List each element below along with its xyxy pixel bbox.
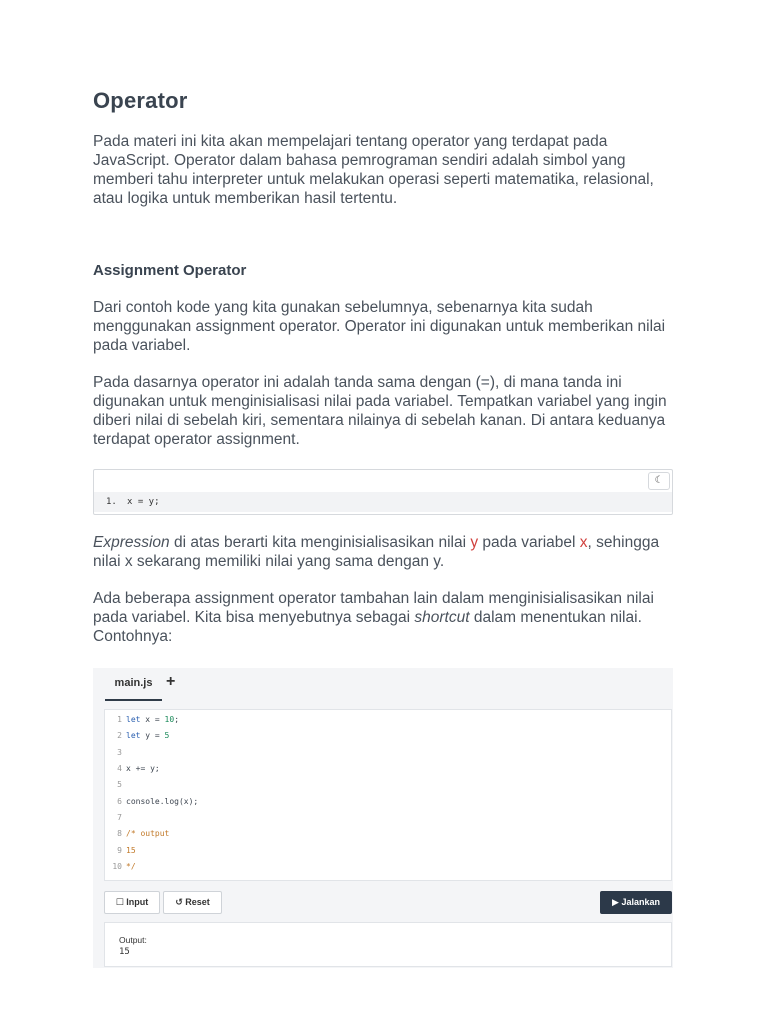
code-line: 7 (117, 813, 122, 822)
section-paragraph-2: Pada dasarnya operator ini adalah tanda sama dengan (=), di mana tanda ini digunakan untuk menginisialisasi nilai pada variabel. Tempatkan variabel yang ingin diberi nilai di sebelah kiri, sementara nilainya di sebelah kanan. Di antara keduanya terdapat operator assignment. (93, 374, 667, 448)
output-value: 15 (119, 947, 130, 957)
code-line: 4 x += y; (117, 764, 160, 773)
code-line: 6 console.log(x); (117, 797, 199, 806)
section-paragraph-4: Ada beberapa assignment operator tambahan lain dalam menginisialisasikan nilai pada variabel. Kita bisa menyebutnya sebagai shortcut dalam menentukan nilai. Contohnya: (93, 590, 654, 645)
add-file-icon[interactable]: + (166, 673, 176, 690)
code-line: 8 /* output (117, 829, 170, 838)
page-title: Operator (93, 88, 188, 113)
shortcut-term: shortcut (414, 609, 470, 626)
section-paragraph-3: Expression di atas berarti kita menginisialisasikan nilai y pada variabel x, sehingga nilai x sekarang memiliki nilai yang sama dengan y. (93, 534, 660, 570)
reset-button[interactable]: ↺ Reset (163, 891, 222, 914)
code-area[interactable] (104, 709, 672, 881)
output-panel (104, 922, 672, 967)
article (93, 88, 673, 968)
section-paragraph-1: Dari contoh kode yang kita gunakan sebelumnya, sebenarnya kita sudah menggunakan assignment operator. Operator ini digunakan untuk memberikan nilai pada variabel. (93, 299, 666, 354)
code-editor (93, 668, 673, 968)
section-heading: Assignment Operator (93, 262, 247, 279)
moon-icon[interactable]: ☾ (648, 472, 670, 490)
tab-main-js[interactable]: main.js (105, 668, 162, 701)
code-line: 3 (117, 748, 122, 757)
code-line: 9 15 (117, 846, 136, 855)
var-y: y (470, 534, 479, 551)
intro-paragraph: Pada materi ini kita akan mempelajari tentang operator yang terdapat pada JavaScript. Operator dalam bahasa pemrograman sendiri adalah simbol yang memberi tahu interpreter untuk melakukan operasi seperti matematika, relasional, atau logika untuk memberikan hasil tertentu. (93, 133, 654, 207)
code-line: 2 let y = 5 (117, 731, 170, 740)
input-button[interactable]: ☐ Input (104, 891, 160, 914)
line-number: 1. (106, 497, 117, 507)
code-line: 10 */ (112, 862, 136, 871)
var-x: x (579, 534, 588, 551)
code-line: 5 (117, 780, 122, 789)
run-button[interactable]: ▶ Jalankan (600, 891, 672, 914)
code-text: x = y; (127, 497, 160, 507)
expression-term: Expression (93, 534, 170, 551)
code-snippet (93, 469, 673, 515)
code-line: 1 let x = 10; (117, 715, 180, 724)
output-label: Output: (119, 935, 147, 945)
code-line (94, 492, 672, 512)
